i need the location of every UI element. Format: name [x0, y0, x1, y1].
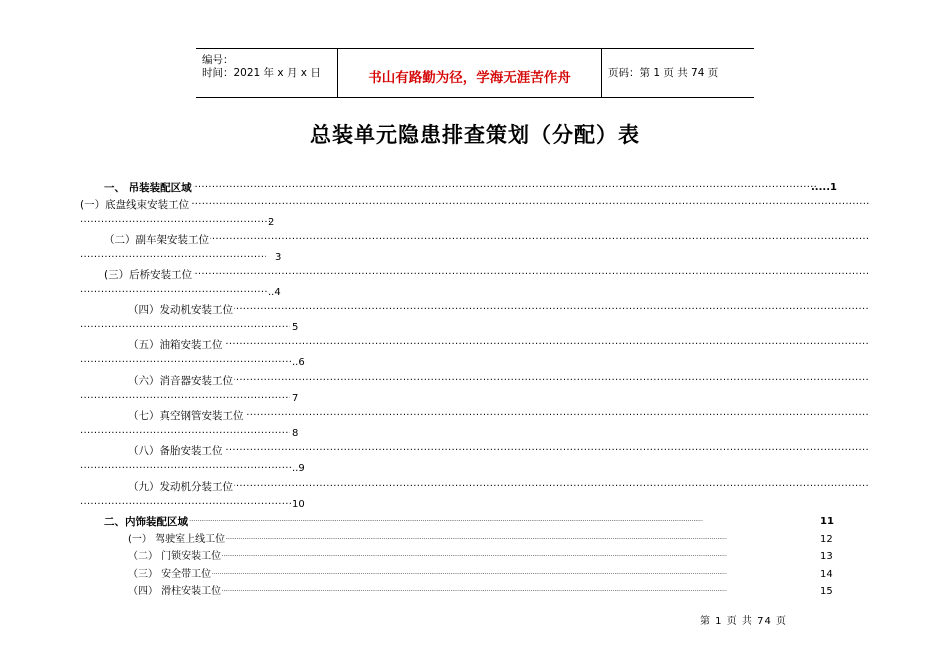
toc-section-1-label: 一、 吊装装配区域: [104, 182, 192, 194]
toc-entry-page: 14: [820, 569, 833, 580]
dot-leader: [80, 498, 292, 512]
toc-entry[interactable]: [128, 480, 870, 494]
toc-entry-page: ..9: [292, 463, 305, 474]
dot-leader: [80, 427, 290, 441]
toc-entry-continuation: [80, 286, 290, 300]
toc-entry[interactable]: [104, 233, 870, 247]
toc-entry-continuation: [80, 356, 310, 370]
dot-leader: [80, 216, 270, 230]
dot-leader: [80, 356, 292, 370]
toc-entry-label: （五）油箱安装工位: [128, 339, 223, 351]
toc-entry[interactable]: [128, 550, 844, 564]
toc-section-1-page: .....1: [811, 182, 837, 193]
toc-entry-label: (一） 驾驶室上线工位: [128, 534, 226, 545]
toc-entry[interactable]: [128, 303, 870, 317]
dot-leader: [128, 533, 818, 547]
toc-entry-label: （四） 滑柱安装工位: [128, 586, 222, 597]
toc-entry-page: ..4: [268, 287, 281, 298]
toc-entry[interactable]: [80, 198, 870, 212]
toc-section-2[interactable]: [104, 515, 844, 529]
dot-leader: [128, 338, 870, 352]
toc-entry[interactable]: [128, 374, 870, 388]
document-number-label: 编号：: [202, 54, 234, 66]
dot-leader: [80, 321, 290, 335]
dot-leader: [80, 392, 290, 406]
dot-leader: [128, 303, 870, 317]
toc-entry-label: （四）发动机安装工位: [128, 304, 233, 316]
toc-entry-label: （七）真空钢管安装工位: [128, 410, 244, 422]
toc-entry[interactable]: [128, 444, 870, 458]
dot-leader: [104, 233, 870, 247]
toc-entry-continuation: [80, 498, 320, 512]
toc-entry-continuation: [80, 216, 290, 230]
toc-entry-label: （九）发动机分装工位: [128, 481, 233, 493]
toc-entry-page: 10: [292, 499, 305, 510]
toc-entry-page: 8: [292, 428, 299, 439]
dot-leader: [104, 268, 870, 282]
document-time-label: 时间：2021 年 x 月 x 日: [202, 67, 321, 79]
toc-entry-continuation: [80, 427, 310, 441]
toc-entry[interactable]: [128, 409, 870, 423]
toc-entry[interactable]: [128, 585, 844, 599]
header-page-code: 页码：第 1 页 共 74 页: [608, 67, 719, 79]
toc-section-1[interactable]: [104, 181, 844, 195]
toc-entry-label: （三） 安全带工位: [128, 569, 212, 580]
dot-leader: [128, 374, 870, 388]
dot-leader: [80, 286, 268, 300]
toc-entry-label: (三）后桥安装工位: [104, 269, 193, 281]
document-title: 总装单元隐患排查策划（分配）表: [310, 123, 640, 147]
toc-entry-page: 13: [820, 551, 833, 562]
toc-entry-label: （六）消音器安装工位: [128, 375, 233, 387]
toc-section-2-label: 二、内饰装配区域: [104, 516, 188, 528]
toc-section-2-page: 11: [820, 516, 834, 527]
toc-entry-label: （八）备胎安装工位: [128, 445, 223, 457]
toc-entry-page: 15: [820, 586, 833, 597]
toc-entry-page: 5: [292, 322, 299, 333]
dot-leader: [128, 550, 818, 564]
toc-entry-page: 12: [820, 534, 833, 545]
footer-page-number: 第 1 页 共 74 页: [700, 616, 787, 627]
toc-entry-continuation: [80, 392, 310, 406]
toc-entry-page: 7: [292, 393, 299, 404]
toc-entry-continuation: [80, 321, 310, 335]
toc-entry-page: ..6: [292, 357, 305, 368]
dot-leader: [80, 462, 292, 476]
toc-entry-page: 2: [268, 217, 275, 228]
dot-leader: [104, 515, 818, 529]
toc-entry-continuation: [80, 462, 310, 476]
dot-leader: [128, 585, 818, 599]
toc-entry-label: （二）副车架安装工位: [104, 234, 209, 246]
toc-entry-page: 3: [275, 252, 282, 263]
toc-entry[interactable]: [128, 338, 870, 352]
dot-leader: [128, 444, 870, 458]
toc-entry-label: （二） 门锁安装工位: [128, 551, 222, 562]
toc-entry[interactable]: [128, 568, 844, 582]
dot-leader: [80, 251, 266, 265]
toc-entry[interactable]: [128, 533, 844, 547]
toc-entry[interactable]: [104, 268, 870, 282]
dot-leader: [80, 198, 870, 212]
dot-leader: [128, 480, 870, 494]
toc-entry-continuation: [80, 251, 290, 265]
toc-entry-label: (一）底盘线束安装工位: [80, 199, 190, 211]
header-slogan: 书山有路勤为径，学海无涯苦作舟: [368, 70, 571, 86]
dot-leader: [104, 181, 818, 195]
dot-leader: [128, 568, 818, 582]
